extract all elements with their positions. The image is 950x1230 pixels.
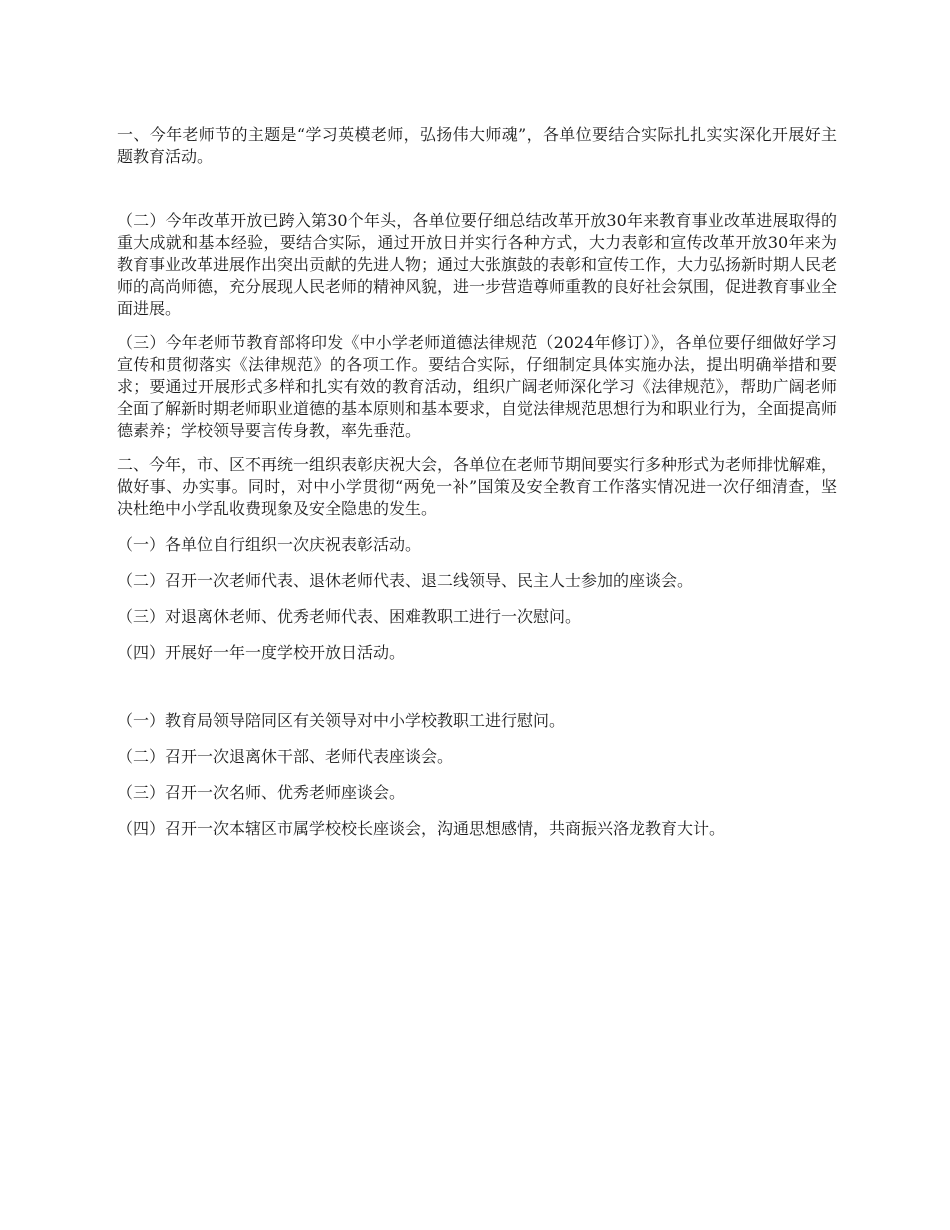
paragraph-reform-anniversary: （二）今年改革开放已跨入第30个年头，各单位要仔细总结改革开放30年来教育事业改革进展取得的重大成就和基本经验，要结合实际，通过开放日并实行各种方式，大力表彰和宣传改革开放30年来为教育事业改革进展作出突出贡献的先进人物；通过大张旗鼓的表彰和宣传工作，大力弘扬新时期人民老师的高尚师德，充分展现人民老师的精神风貌，进一步营造尊师重教的良好社会氛围，促进教育事业全面进展。 — [117, 211, 838, 318]
paragraph-no-unified-ceremony: 二、今年，市、区不再统一组织表彰庆祝大会，各单位在老师节期间要实行多种形式为老师排忧解难，做好事、办实事。同时，对中小学贯彻“两免一补”国策及安全教育工作落实情况进一次仔细清查，坚决杜绝中小学乱收费现象及安全隐患的发生。 — [117, 455, 838, 518]
list-item-bureau-2: （二）召开一次退离休干部、老师代表座谈会。 — [117, 747, 454, 766]
list-item-school-4: （四）开展好一年一度学校开放日活动。 — [117, 643, 406, 662]
list-item-bureau-3: （三）召开一次名师、优秀老师座谈会。 — [117, 783, 406, 802]
list-item-school-3: （三）对退离休老师、优秀老师代表、困难教职工进行一次慰问。 — [117, 607, 582, 626]
list-item-school-1: （一）各单位自行组织一次庆祝表彰活动。 — [117, 535, 422, 554]
list-item-school-2: （二）召开一次老师代表、退休老师代表、退二线领导、民主人士参加的座谈会。 — [117, 571, 694, 590]
list-item-bureau-1: （一）教育局领导陪同区有关领导对中小学校教职工进行慰问。 — [117, 711, 566, 730]
document-page — [117, 124, 837, 840]
list-item-bureau-4: （四）召开一次本辖区市属学校校长座谈会，沟通思想感情，共商振兴洛龙教育大计。 — [117, 819, 726, 838]
paragraph-theme: 一、今年老师节的主题是“学习英模老师，弘扬伟大师魂”，各单位要结合实际扎扎实实深化开展好主题教育活动。 — [117, 125, 837, 166]
paragraph-ethics-code: （三）今年老师节教育部将印发《中小学老师道德法律规范（2024年修订）》，各单位要仔细做好学习宣传和贯彻落实《法律规范》的各项工作。要结合实际，仔细制定具体实施办法，提出明确举措和要求；要通过开展形式多样和扎实有效的教育活动，组织广阔老师深化学习《法律规范》，帮助广阔老师全面了解新时期老师职业道德的基本原则和基本要求，自觉法律规范思想行为和职业行为，全面提高师德素养；学校领导要言传身教，率先垂范。 — [117, 333, 838, 440]
